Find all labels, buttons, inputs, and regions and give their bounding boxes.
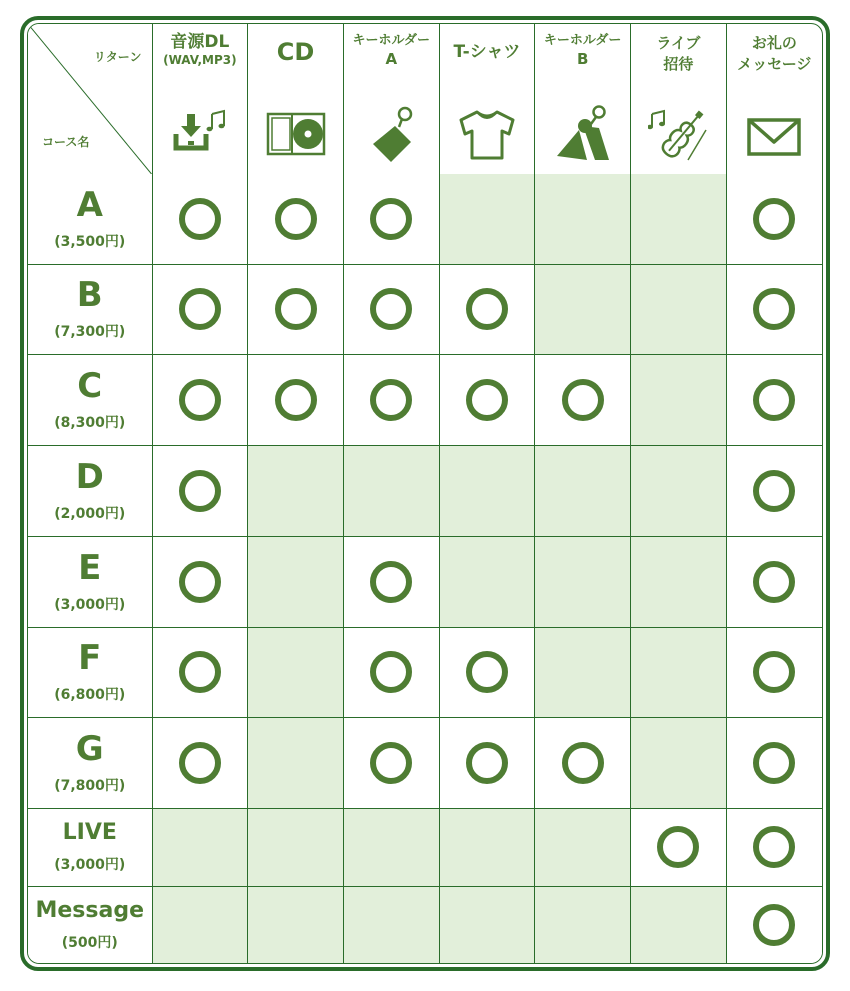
col-title: キーホルダー	[543, 33, 622, 48]
included-circle-icon	[179, 561, 221, 603]
col-subtitle: B	[576, 50, 589, 68]
reward-cell-cd	[248, 886, 344, 963]
reward-cell-keyholder-b	[535, 446, 631, 537]
table-row	[28, 174, 822, 264]
included-circle-icon	[466, 651, 508, 693]
reward-cell-message	[726, 264, 822, 355]
course-price: (3,500円)	[54, 233, 126, 250]
table-body	[28, 174, 822, 963]
reward-cell-message	[726, 718, 822, 809]
course-price: (8,300円)	[54, 415, 126, 432]
col-header-keyholder-b	[535, 24, 631, 174]
download-music-icon	[170, 104, 230, 164]
reward-cell-keyholder-b	[535, 264, 631, 355]
reward-cell-message	[726, 627, 822, 718]
table-row	[28, 355, 822, 446]
reward-table	[28, 24, 822, 963]
reward-cell-audio	[152, 536, 248, 627]
reward-cell-message	[726, 536, 822, 627]
course-cell	[28, 808, 152, 886]
reward-cell-keyholder-a	[343, 446, 439, 537]
course-price: (7,800円)	[54, 778, 126, 795]
col-header-tshirt	[439, 24, 535, 174]
reward-cell-live	[631, 174, 727, 264]
reward-cell-live	[631, 627, 727, 718]
reward-cell-message	[726, 355, 822, 446]
reward-cell-audio	[152, 627, 248, 718]
included-circle-icon	[657, 826, 699, 868]
table-row	[28, 446, 822, 537]
reward-cell-cd	[248, 718, 344, 809]
reward-cell-audio	[152, 886, 248, 963]
envelope-icon	[744, 104, 804, 164]
reward-cell-keyholder-b	[535, 174, 631, 264]
included-circle-icon	[562, 379, 604, 421]
reward-cell-cd	[248, 536, 344, 627]
reward-cell-cd	[248, 355, 344, 446]
course-cell	[28, 264, 152, 355]
course-name: B	[76, 275, 103, 316]
reward-cell-keyholder-a	[343, 264, 439, 355]
reward-cell-keyholder-b	[535, 808, 631, 886]
included-circle-icon	[466, 379, 508, 421]
reward-cell-audio	[152, 355, 248, 446]
reward-cell-tshirt	[439, 627, 535, 718]
included-circle-icon	[275, 288, 317, 330]
included-circle-icon	[753, 470, 795, 512]
col-title: 音源DL	[170, 32, 230, 52]
reward-cell-message	[726, 808, 822, 886]
table-row	[28, 808, 822, 886]
reward-cell-keyholder-b	[535, 886, 631, 963]
course-cell	[28, 446, 152, 537]
reward-cell-tshirt	[439, 174, 535, 264]
reward-cell-live	[631, 264, 727, 355]
reward-cell-message	[726, 446, 822, 537]
included-circle-icon	[466, 288, 508, 330]
course-price: (6,800円)	[54, 687, 126, 704]
reward-cell-cd	[248, 174, 344, 264]
course-cell	[28, 536, 152, 627]
included-circle-icon	[370, 198, 412, 240]
col-header-audio	[152, 24, 248, 174]
course-cell	[28, 355, 152, 446]
course-label: コース名	[42, 135, 90, 149]
col-subtitle: 招待	[663, 55, 694, 73]
included-circle-icon	[179, 742, 221, 784]
course-name: A	[76, 184, 103, 225]
reward-cell-audio	[152, 174, 248, 264]
tshirt-icon	[457, 104, 517, 164]
col-title: CD	[276, 38, 315, 66]
reward-cell-keyholder-b	[535, 627, 631, 718]
course-price: (7,300円)	[54, 324, 126, 341]
included-circle-icon	[179, 470, 221, 512]
course-name: Message	[35, 897, 145, 923]
included-circle-icon	[370, 742, 412, 784]
returns-label: リターン	[93, 50, 142, 64]
reward-cell-live	[631, 446, 727, 537]
reward-cell-tshirt	[439, 718, 535, 809]
included-circle-icon	[179, 288, 221, 330]
course-price: (500円)	[61, 934, 118, 951]
reward-cell-keyholder-a	[343, 886, 439, 963]
course-name: E	[78, 547, 102, 588]
table-row	[28, 886, 822, 963]
reward-cell-audio	[152, 446, 248, 537]
table-row	[28, 536, 822, 627]
included-circle-icon	[275, 198, 317, 240]
course-price: (2,000円)	[54, 505, 126, 522]
reward-cell-tshirt	[439, 355, 535, 446]
reward-table-frame	[20, 16, 830, 971]
reward-cell-audio	[152, 264, 248, 355]
cd-icon	[266, 104, 326, 164]
reward-cell-tshirt	[439, 536, 535, 627]
col-header-cd	[248, 24, 344, 174]
course-name: C	[77, 366, 103, 407]
reward-cell-live	[631, 355, 727, 446]
corner-cell	[28, 24, 152, 174]
included-circle-icon	[370, 651, 412, 693]
col-header-keyholder-a	[343, 24, 439, 174]
col-subtitle: メッセージ	[737, 55, 812, 73]
col-subtitle: A	[385, 50, 398, 68]
keyholder-diamond-icon	[361, 104, 421, 164]
included-circle-icon	[753, 198, 795, 240]
included-circle-icon	[562, 742, 604, 784]
table-row	[28, 264, 822, 355]
course-price: (3,000円)	[54, 857, 126, 874]
course-cell	[28, 174, 152, 264]
reward-cell-cd	[248, 446, 344, 537]
diagonal-line	[28, 24, 152, 174]
reward-cell-keyholder-a	[343, 808, 439, 886]
reward-cell-keyholder-a	[343, 718, 439, 809]
reward-cell-cd	[248, 627, 344, 718]
reward-cell-tshirt	[439, 808, 535, 886]
reward-cell-live	[631, 808, 727, 886]
reward-cell-keyholder-a	[343, 355, 439, 446]
included-circle-icon	[753, 742, 795, 784]
course-name: F	[78, 638, 102, 679]
included-circle-icon	[466, 742, 508, 784]
course-cell	[28, 627, 152, 718]
included-circle-icon	[753, 379, 795, 421]
included-circle-icon	[753, 826, 795, 868]
course-price: (3,000円)	[54, 596, 126, 613]
reward-cell-message	[726, 886, 822, 963]
col-title: キーホルダー	[352, 33, 430, 48]
table-row	[28, 627, 822, 718]
included-circle-icon	[753, 904, 795, 946]
table-row	[28, 718, 822, 809]
reward-cell-keyholder-b	[535, 355, 631, 446]
course-name: G	[75, 729, 104, 770]
reward-cell-audio	[152, 718, 248, 809]
reward-cell-live	[631, 718, 727, 809]
col-title: ライブ	[656, 34, 701, 52]
reward-cell-keyholder-a	[343, 627, 439, 718]
reward-cell-tshirt	[439, 886, 535, 963]
reward-table-inner	[27, 23, 823, 964]
violin-icon	[648, 104, 708, 164]
included-circle-icon	[370, 288, 412, 330]
reward-cell-cd	[248, 808, 344, 886]
included-circle-icon	[179, 198, 221, 240]
included-circle-icon	[179, 379, 221, 421]
col-subtitle: (WAV,MP3)	[163, 53, 237, 67]
reward-cell-keyholder-b	[535, 718, 631, 809]
included-circle-icon	[179, 651, 221, 693]
included-circle-icon	[753, 561, 795, 603]
reward-cell-keyholder-b	[535, 536, 631, 627]
reward-cell-message	[726, 174, 822, 264]
col-title: お礼の	[751, 34, 797, 52]
reward-cell-keyholder-a	[343, 536, 439, 627]
col-title: T-シャツ	[453, 42, 521, 62]
course-name: D	[75, 456, 104, 497]
reward-cell-live	[631, 536, 727, 627]
reward-cell-cd	[248, 264, 344, 355]
reward-cell-live	[631, 886, 727, 963]
included-circle-icon	[275, 379, 317, 421]
reward-cell-tshirt	[439, 446, 535, 537]
course-cell	[28, 718, 152, 809]
reward-cell-tshirt	[439, 264, 535, 355]
keyholder-triangle-icon	[553, 104, 613, 164]
col-header-message	[726, 24, 822, 174]
course-name: LIVE	[62, 820, 117, 846]
included-circle-icon	[370, 561, 412, 603]
included-circle-icon	[753, 651, 795, 693]
course-cell	[28, 886, 152, 963]
included-circle-icon	[370, 379, 412, 421]
reward-cell-audio	[152, 808, 248, 886]
included-circle-icon	[753, 288, 795, 330]
reward-cell-keyholder-a	[343, 174, 439, 264]
header-row	[28, 24, 822, 174]
col-header-live	[631, 24, 727, 174]
